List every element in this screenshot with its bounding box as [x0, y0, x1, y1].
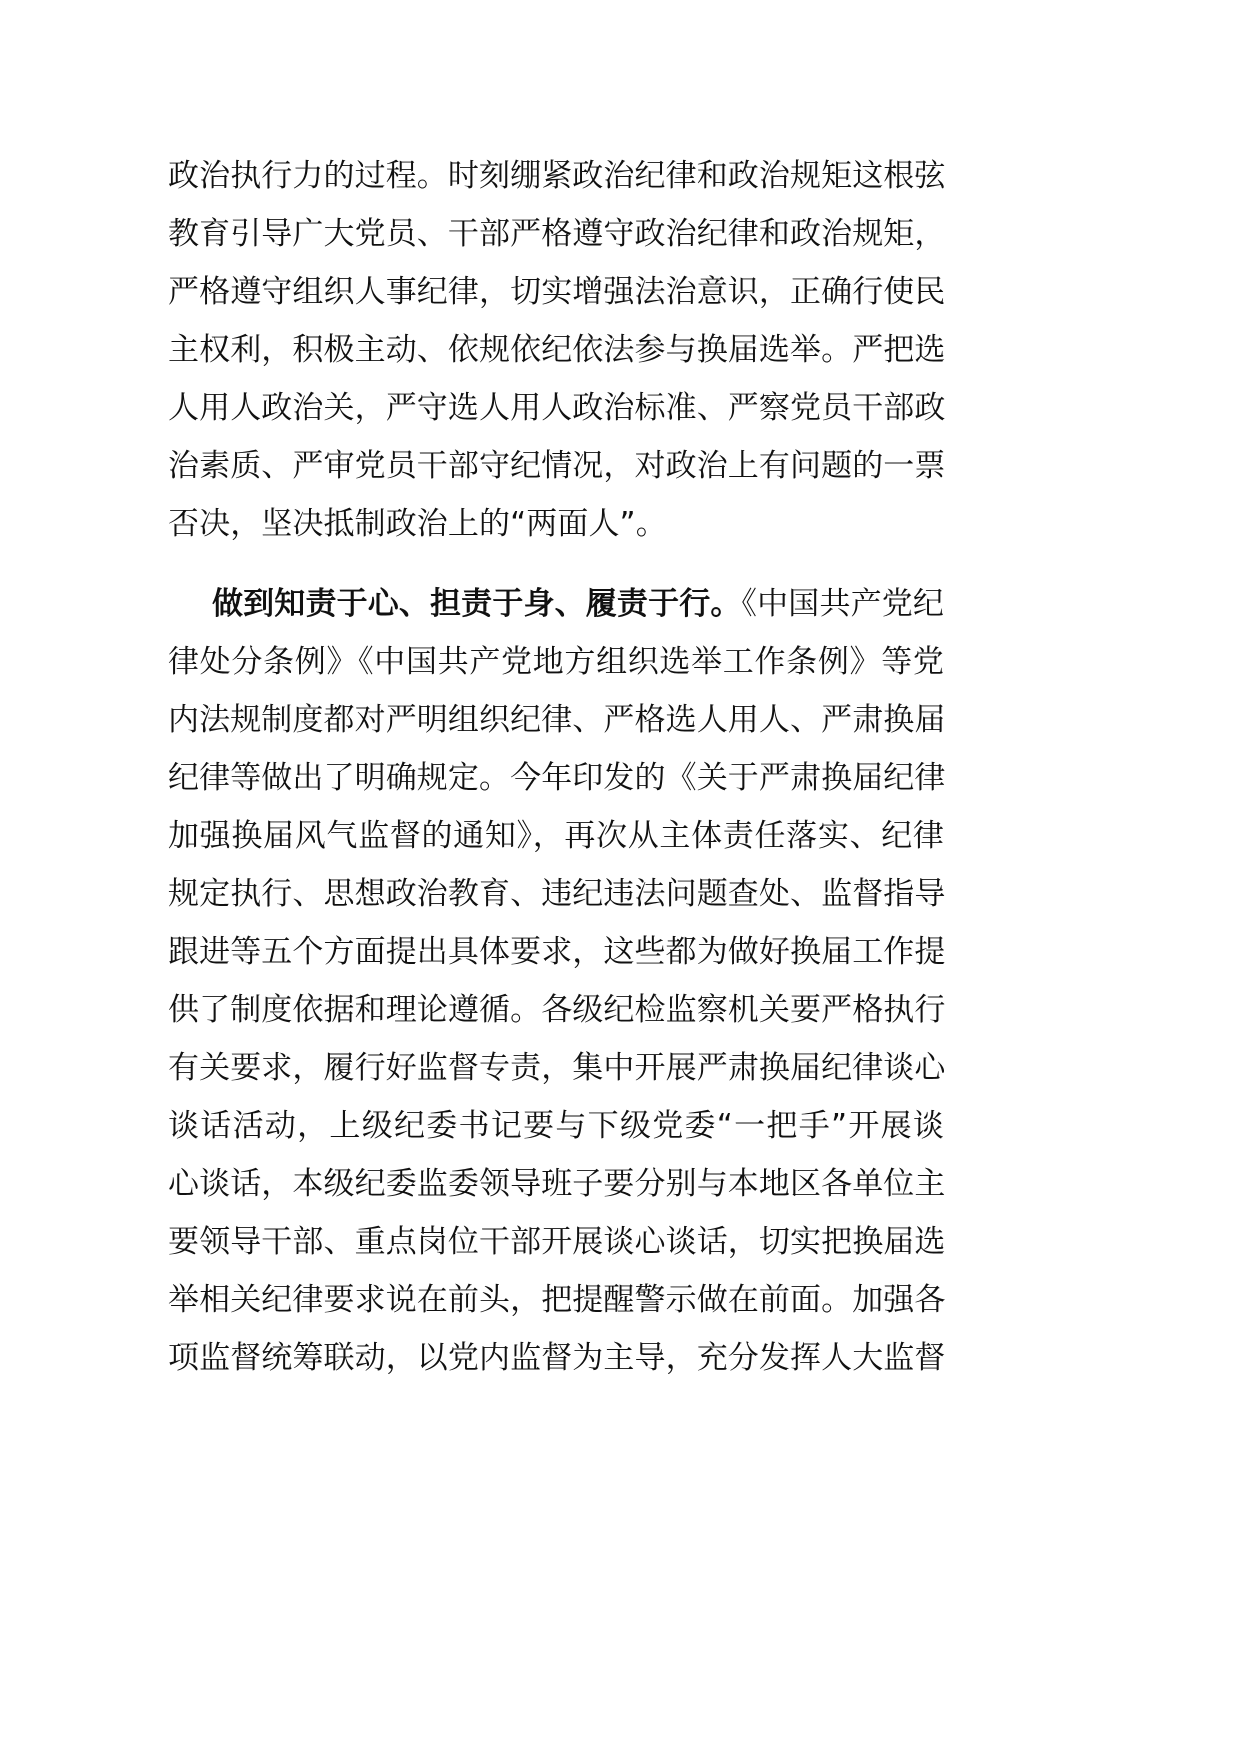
paragraph-2-line: 规定执行、思想政治教育、违纪违法问题查处、监督指导 — [168, 876, 946, 912]
paragraph-2-line: 要领导干部、重点岗位干部开展谈心谈话，切实把换届选 — [168, 1224, 946, 1260]
paragraph-1-line: 否决，坚决抵制政治上的“两面人”。 — [168, 506, 667, 542]
paragraph-2-line: 供了制度依据和理论遵循。各级纪检监察机关要严格执行 — [168, 992, 946, 1028]
paragraph-1-line: 人用人政治关，严守选人用人政治标准、严察党员干部政 — [168, 390, 946, 426]
paragraph-2-lead-heading: 做到知责于心、担责于身、履责于行。 — [212, 586, 742, 622]
paragraph-1-line: 治素质、严审党员干部守纪情况，对政治上有问题的一票 — [168, 448, 946, 484]
paragraph-2 — [168, 575, 944, 1387]
paragraph-2-line: 项监督统筹联动，以党内监督为主导，充分发挥人大监督 — [168, 1340, 946, 1376]
paragraph-2-line: 律处分条例》《中国共产党地方组织选举工作条例》等党 — [168, 644, 944, 680]
paragraph-2-first-line-text: 《中国共产党纪 — [741, 586, 945, 622]
paragraph-2-line: 内法规制度都对严明组织纪律、严格选人用人、严肃换届 — [168, 702, 946, 738]
paragraph-2-line: 跟进等五个方面提出具体要求，这些都为做好换届工作提 — [168, 934, 946, 970]
paragraph-1-line: 主权利，积极主动、依规依纪依法参与换届选举。严把选 — [168, 332, 946, 368]
paragraph-1 — [168, 147, 944, 553]
paragraph-2-line: 谈话活动，上级纪委书记要与下级党委“一把手”开展谈 — [168, 1108, 944, 1144]
paragraph-2-line: 有关要求，履行好监督专责，集中开展严肃换届纪律谈心 — [168, 1050, 946, 1086]
paragraph-1-line: 严格遵守组织人事纪律，切实增强法治意识，正确行使民 — [168, 274, 946, 310]
paragraph-2-line: 举相关纪律要求说在前头，把提醒警示做在前面。加强各 — [168, 1282, 946, 1318]
paragraph-1-line: 教育引导广大党员、干部严格遵守政治纪律和政治规矩， — [168, 216, 946, 252]
paragraph-2-line: 纪律等做出了明确规定。今年印发的《关于严肃换届纪律 — [168, 760, 946, 796]
paragraph-1-line: 政治执行力的过程。时刻绷紧政治纪律和政治规矩这根弦 — [168, 158, 946, 194]
paragraph-2-line: 加强换届风气监督的通知》，再次从主体责任落实、纪律 — [168, 818, 944, 854]
paragraph-2-line: 心谈话，本级纪委监委领导班子要分别与本地区各单位主 — [168, 1166, 946, 1202]
paragraph-2-first-line — [168, 575, 944, 633]
